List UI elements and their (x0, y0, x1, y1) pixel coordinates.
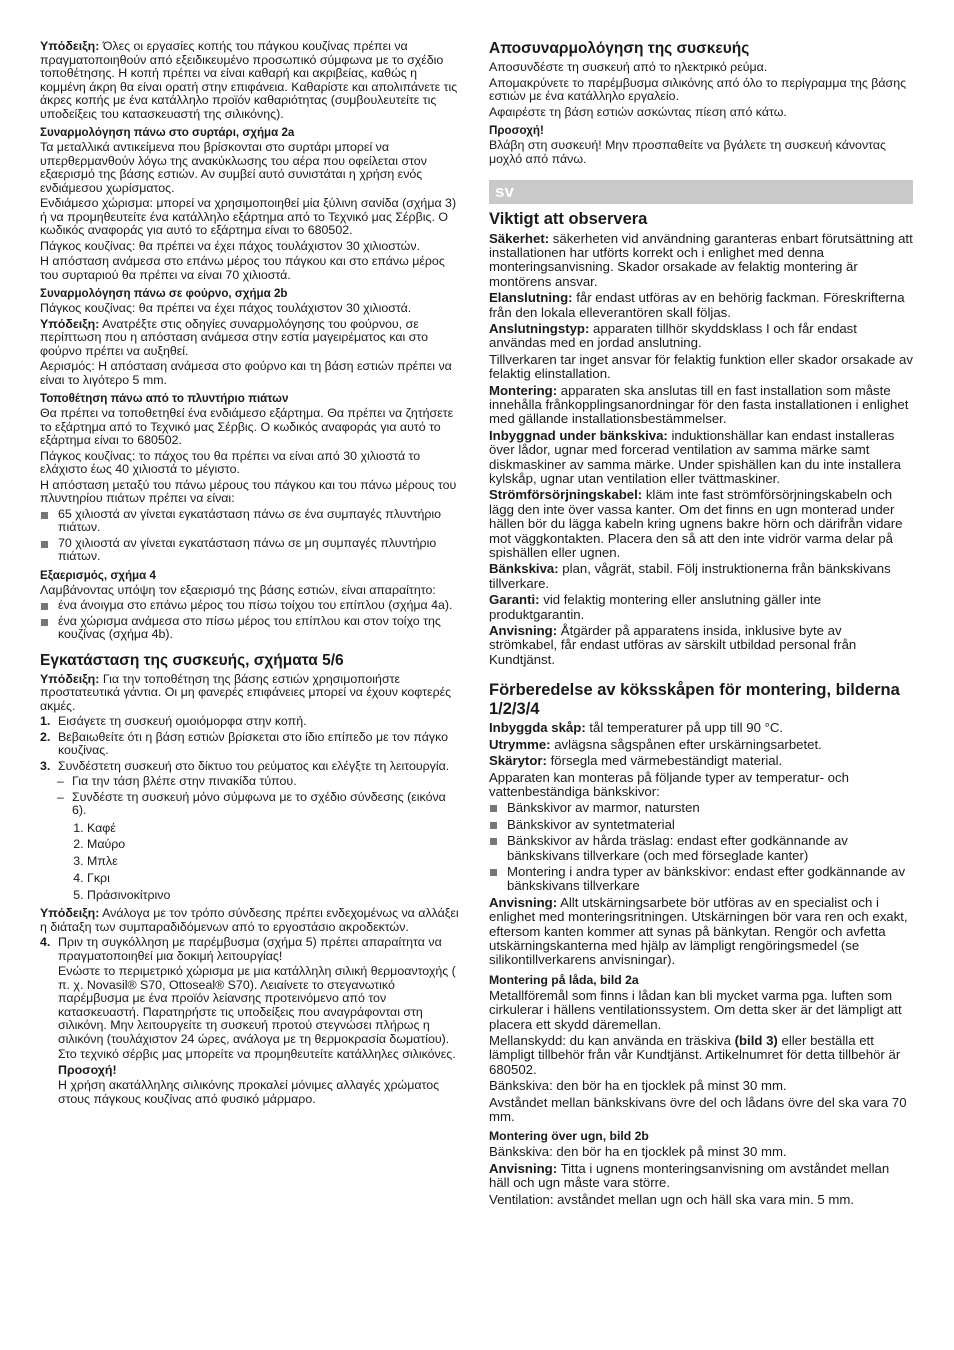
important-heading: Viktigt att observera (489, 210, 648, 228)
list-item: Bänkskivor av marmor, natursten (489, 801, 913, 815)
paragraph: Στο τεχνικό σέρβις μας μπορείτε να προμηθευτείτε κατάλληλες σιλικόνες. (58, 1047, 456, 1062)
paragraph: Ventilation: avståndet mellan ugn och häll ska vara min. 5 mm. (489, 1191, 855, 1207)
install-heading: Εγκατάσταση της συσκευής, σχήματα 5/6 (40, 651, 344, 669)
wire-color: 1. Καφέ (87, 820, 460, 837)
paragraph: Η χρήση ακατάλληλης σιλικόνης προκαλεί μόνιμες αλλαγές χρώματος στους πάγκους κουζίνας από φυσικό μάρμαρο. (58, 1078, 440, 1106)
step: 3. Συνδέστετη συσκευή στο δίκτυο του ρεύματος και ελέγξτε τη λειτουργία. (40, 758, 450, 773)
paragraph: Αποσυνδέστε τη συσκευή από το ηλεκτρικό ρεύμα. (489, 60, 768, 74)
right-column (489, 40, 913, 1209)
info-item: Anvisning: Åtgärder på apparatens insida, inklusive byte av strömkabel, får endast utföras av särskilt utbildad personal från Kundtjänst. (489, 623, 857, 667)
paragraph: Τα μεταλλικά αντικείμενα που βρίσκονται στο συρτάρι μπορεί να υπερθερμανθούν λόγω της ανακύκλωσης του αέρα που οφείλεται στον εξαερισμό της βάσης εστιών. Αν συμβεί αυτό συνιστάται η χρήση ενός ενδιάμεσου χωρίσματος. (40, 140, 427, 195)
info-item: Inbyggda skåp: tål temperaturer på upp till 90 °C. (489, 720, 784, 736)
paragraph: Ενδιάμεσο χώρισμα: μπορεί να χρησιμοποιηθεί μία ξύλινη σανίδα (σχήμα 3) ή να προμηθευτείτε ένα κατάλληλο εξάρτημα από το Τεχνικό μας Σέρβις. Ο κωδικός αναφοράς για αυτό το εξάρτημα είναι το 680502. (40, 196, 457, 237)
paragraph: Πάγκος κουζίνας: θα πρέπει να έχει πάχος τουλάχιστον 30 χιλιοστά. (40, 301, 412, 315)
paragraph: Bänkskiva: den bör ha en tjocklek på minst 30 mm. (489, 1144, 787, 1160)
info-item: Montering: apparaten ska anslutas till en fast installation som måste innehålla frånkopplingsanordningar för den fasta installationen i enlighet med gällande installationsbestämmelser. (489, 382, 909, 427)
list-item: Bänkskivor av syntetmaterial (489, 818, 913, 832)
paragraph: Ενώστε το περιμετρικό χώρισμα με μια κατάλληλη σιλική θερμοαντοχής ( π. χ. Novasil® S70, Ottoseal® S70). Λειαίνετε το στεγανωτικό παρέμβυσμα με ένα προϊόν λείανσης προτεινόμενο από τον κατασκευαστή. Παρατηρήστε τις υποδείξεις που αναγράφονται στη σιλικόνη. Μην λειτουργείτε τη συσκευή προτού στεγνώσει πλήρως η σιλικόνη (τουλάχιστον 24 ώρες, ανάλογα με τη θερμοκρασία δωματίου). (58, 964, 456, 1046)
caution-label: Προσοχή! (489, 124, 544, 137)
wire-color-list (40, 820, 460, 904)
paragraph: Θα πρέπει να τοποθετηθεί ένα ενδιάμεσο εξάρτημα. Θα πρέπει να ζητήσετε το εξάρτημα από το Τεχνικό μας Σέρβις. Ο κωδικός αναφοράς για αυτό το εξάρτημα είναι το 680502. (40, 406, 454, 447)
left-column (40, 40, 460, 1108)
note: Anvisning: Titta i ugnens monteringsanvisning om avståndet mellan häll och ugn måste vara större. (489, 1160, 890, 1191)
paragraph: Πάγκος κουζίνας: το πάχος του θα πρέπει να είναι από 30 χιλιοστά το ελάχιστο έως 40 χιλιοστά το μέγιστο. (40, 448, 421, 476)
step: 2. Βεβαιωθείτε ότι η βάση εστιών βρίσκεται στο ίδιο επίπεδο με τον πάγκο κουζίνας. (40, 729, 449, 757)
bullet-list (40, 508, 460, 564)
info-item: Utrymme: avlägsna sågspånen efter urskärningsarbetet. (489, 736, 822, 752)
prep-heading: Förberedelse av köksskåpen för montering, bilderna 1/2/3/4 (489, 681, 900, 718)
vent-heading: Εξαερισμός, σχήμα 4 (40, 568, 156, 582)
list-item: 70 χιλιοστά αν γίνεται εγκατάσταση πάνω σε μη συμπαγές πλυντήριο πιάτων. (40, 537, 460, 564)
bullet-list (40, 599, 460, 642)
intro-note: Υπόδειξη: Όλες οι εργασίες κοπής του πάγκου κουζίνας πρέπει να πραγματοποιηθούν από εξειδικευμένο προσωπικό σύμφωνα με το σχέδιο τοποθέτησης. Η κοπή πρέπει να είναι καθαρή και ακριβείας, καθώς η κομμένη άκρη θα είναι ορατή στην επιφάνεια. Καθαρίστε και απολιπάνετε τις άκρες κοπής με ένα κατάλληλο προϊόν καθαριότητας (συμβουλευτείτε τις υποδείξεις του κατασκευαστή της σιλικόνης). (40, 39, 458, 121)
paragraph: Avståndet mellan bänkskivans övre del och lådans övre del ska vara 70 mm. (489, 1094, 907, 1125)
paragraph: Mellanskydd: du kan använda en träskiva (bild 3) eller beställa ett lämpligt tillbehör från vår Kundtjänst. Artikelnumret för detta tillbehör är 680502. (489, 1033, 901, 1077)
paragraph: Πάγκος κουζίνας: θα πρέπει να έχει πάχος τουλάχιστον 30 χιλιοστών. (40, 238, 420, 253)
list-item: ένα άνοιγμα στο επάνω μέρος του πίσω τοίχου του επίπλου (σχήμα 4a). (40, 599, 460, 613)
list-item: Bänkskivor av hårda träslag: endast efter godkännande av bänkskivans tillverkare (och med förseglade kanter) (489, 834, 913, 863)
list-item: ένα χώρισμα ανάμεσα στο πίσω μέρος του επίπλου και στον τοίχο της κουζίνας (σχήμα 4b). (40, 615, 460, 642)
wire-color: 4. Γκρι (87, 870, 460, 887)
info-item: Elanslutning: får endast utföras av en behörig fackman. Föreskrifterna från den lokala elleverantören skall följas. (489, 290, 905, 320)
note: Anvisning: Allt utskärningsarbete bör utföras av en specialist och i enlighet med monteringsritningen. Utskärningen bör vara ren och exakt, eftersom kanten kommer att synas på bänkytan. Rengör och avfetta utskärningskanterna med hjälp av lämpligt rengöringsmedel (se silikontillverkarens anvisningar). (489, 894, 908, 968)
paragraph: Η απόσταση ανάμεσα στο επάνω μέρος του πάγκου και στο επάνω μέρος του συρταριού θα πρέπει να είναι 70 χιλιοστά. (40, 254, 445, 282)
paragraph: Αφαιρέστε τη βάση εστιών ασκώντας πίεση από κάτω. (489, 104, 787, 119)
note: Υπόδειξη: Για την τοποθέτηση της βάσης εστιών χρησιμοποιήστε προστατευτικά γάντια. Οι μη φανερές επιφάνειες μπορεί να έχουν κοφτερές ακμές. (40, 671, 452, 713)
oven-heading: Montering över ugn, bild 2b (489, 1129, 649, 1144)
dash-item: – Για την τάση βλέπε στην πινακίδα τύπου. (40, 775, 460, 789)
paragraph: Βλάβη στη συσκευή! Μην προσπαθείτε να βγάλετε τη συσκευή κάνοντας μοχλό από πάνω. (489, 138, 887, 166)
note: Υπόδειξη: Ανάλογα με τον τρόπο σύνδεσης πρέπει ενδεχομένως να αλλάξει η διάταξη των συμπαραδιδόμενων από το εργοστάσιο ακροδεκτών. (40, 906, 459, 934)
paragraph: Η απόσταση μεταξύ του πάνω μέρους του πάγκου και του πάνω μέρους του πλυντηρίου πιάτων πρέπει να είναι: (40, 477, 457, 505)
paragraph: Αερισμός: Η απόσταση ανάμεσα στο φούρνο και τη βάση εστιών πρέπει να είναι το λιγότερο 5 mm. (40, 359, 452, 387)
paragraph: Bänkskiva: den bör ha en tjocklek på minst 30 mm. (489, 1078, 787, 1094)
oven-heading: Συναρμολόγηση πάνω σε φούρνο, σχήμα 2b (40, 287, 288, 300)
info-item: Garanti: vid felaktig montering eller anslutning gäller inte produktgarantin. (489, 592, 822, 622)
step: 4. Πριν τη συγκόλληση με παρέμβυσμα (σχήμα 5) πρέπει απαραίτητα να πραγματοποιηθεί μια δοκιμή λειτουργίας! (40, 935, 442, 963)
info-item: Inbyggnad under bänkskiva: induktionshällar kan endast installeras över lådor, ugnar med forcerad ventilation av samma märke samt diskmaskiner av samma märke. Under spishällen kan du inte installera kylskåp, ugnar utan ventilation eller tvättmaskiner. (489, 427, 901, 486)
drawer-heading: Montering på låda, bild 2a (489, 972, 639, 987)
list-item: 65 χιλιοστά αν γίνεται εγκατάσταση πάνω σε ένα συμπαγές πλυντήριο πιάτων. (40, 508, 460, 535)
info-item: Anslutningstyp: apparaten tillhör skyddsklass I och får endast användas med en jordad anslutning. (489, 320, 857, 351)
wire-color: 3. Μπλε (87, 853, 460, 870)
note: Υπόδειξη: Ανατρέξτε στις οδηγίες συναρμολόγησης του φούρνου, σε περίπτωση που η απόσταση ανάμεσα στην εστία μαγειρέματος και στο φούρνο πρέπει να αυξηθεί. (40, 316, 428, 358)
dash-item: – Συνδέστε τη συσκευή μόνο σύμφωνα με το σχέδιο σύνδεσης (εικόνα 6). (40, 791, 460, 818)
paragraph: Απομακρύνετε το παρέμβυσμα σιλικόνης από όλο το περίγραμμα της βάσης εστιών με ένα κατάλληλο εργαλείο. (489, 75, 907, 103)
info-item: Strömförsörjningskabel: kläm inte fast strömförsörjningskabeln och lägg den inte över vassa kanter. Om det finns en ugn monterad under hällen bör du lägga kabeln kring ugnens bakre hörn och därifrån vidare mot väggkontakten. Placera den så att den inte vidrör varma delar på spishällen eller ugnen. (489, 487, 903, 561)
info-item: Säkerhet: säkerheten vid användning garanteras enbart förutsättning att installationen har utförts korrekt och i enlighet med denna monteringsanvisning. Skador orsakade av felaktig montering är montörens ansvar. (489, 230, 913, 289)
drawer-heading: Συναρμολόγηση πάνω στο συρτάρι, σχήμα 2a (40, 126, 295, 139)
info-item: Tillverkaren tar inget ansvar för felaktig funktion eller skador orsakade av felaktig elinstallation. (489, 351, 913, 382)
paragraph: Λαμβάνοντας υπόψη τον εξαερισμό της βάσης εστιών, είναι απαραίτητο: (40, 582, 436, 597)
wire-color: 5. Πράσινοκίτρινο (87, 887, 460, 904)
step: 1. Εισάγετε τη συσκευή ομοιόμορφα στην κοπή. (40, 714, 307, 728)
language-bar (489, 180, 913, 204)
language-code: sv (495, 182, 514, 201)
info-item: Skärytor: försegla med värmebeständigt material. (489, 753, 783, 769)
removal-heading: Αποσυναρμολόγηση της συσκευής (489, 40, 750, 57)
list-item: Montering i andra typer av bänkskivor: endast efter godkännande av bänkskivans tillverkare (489, 865, 913, 894)
wire-color: 2. Μαύρο (87, 836, 460, 853)
paragraph: Metallföremål som finns i lådan kan bli mycket varma pga. luften som cirkulerar i hällens ventilationssystem. Om detta sker är det lämpligt att placera ett skydd däremellan. (489, 987, 902, 1032)
dishwasher-heading: Τοποθέτηση πάνω από το πλυντήριο πιάτων (40, 392, 289, 405)
paragraph: Apparaten kan monteras på följande typer av temperatur- och vattenbeständiga bänkskivor: (489, 769, 849, 799)
bullet-list (489, 801, 913, 893)
info-item: Bänkskiva: plan, vågrät, stabil. Följ instruktionerna från bänkskivans tillverkare. (489, 561, 891, 591)
caution-label: Προσοχή! (58, 1062, 117, 1077)
